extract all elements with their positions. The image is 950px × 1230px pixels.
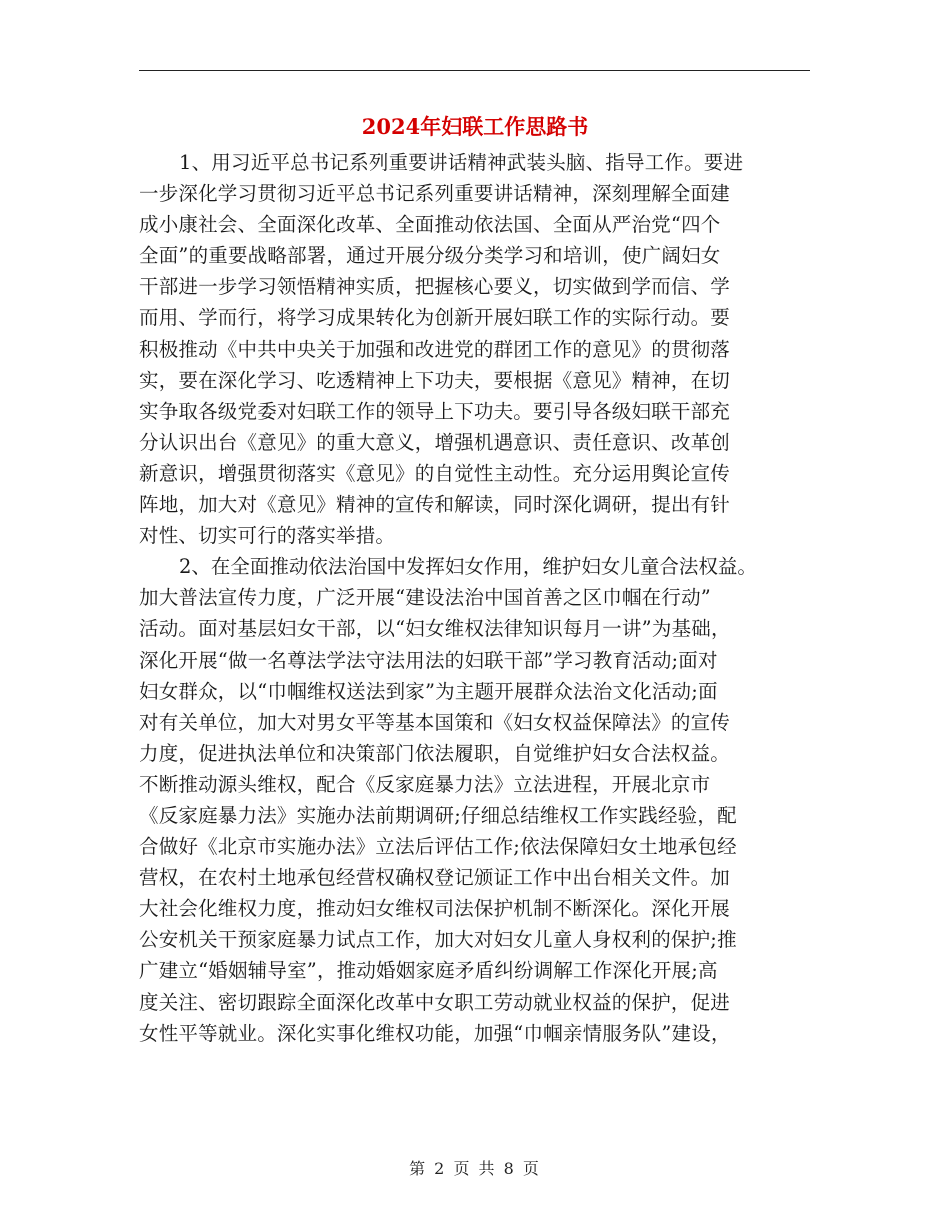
text-line: 不断推动源头维权，配合《反家庭暴力法》立法进程，开展北京市 (139, 772, 711, 796)
text-line: 2、在全面推动依法治国中发挥妇女作用，维护妇女儿童合法权益。 (179, 555, 757, 579)
text-line: 积极推动《中共中央关于加强和改进党的群团工作的意见》的贯彻落 (139, 337, 731, 361)
text-line: 《反家庭暴力法》实施办法前期调研;仔细总结维权工作实践经验，配 (139, 803, 737, 827)
text-line: 阵地，加大对《意见》精神的宣传和解读，同时深化调研，提出有针 (139, 493, 731, 517)
text-line: 女性平等就业。深化实事化维权功能，加强“巾帼亲情服务队”建设， (139, 1021, 731, 1045)
text-line: 营权，在农村土地承包经营权确权登记颁证工作中出台相关文件。加 (139, 866, 731, 890)
text-line: 广建立“婚姻辅导室”，推动婚姻家庭矛盾纠纷调解工作深化开展;高 (139, 959, 718, 983)
text-line: 干部进一步学习领悟精神实质，把握核心要义，切实做到学而信、学 (139, 275, 731, 299)
text-line: 活动。面对基层妇女干部，以“妇女维权法律知识每月一讲”为基础， (139, 617, 731, 641)
text-line: 公安机关干预家庭暴力试点工作，加大对妇女儿童人身权利的保护;推 (139, 928, 737, 952)
text-line: 对性、切实可行的落实举措。 (139, 524, 396, 548)
header-rule (139, 70, 810, 71)
text-line: 新意识，增强贯彻落实《意见》的自觉性主动性。充分运用舆论宣传 (139, 461, 731, 485)
paragraph-1 (139, 147, 811, 551)
text-line: 加大普法宣传力度，广泛开展“建设法治中国首善之区巾帼在行动” (139, 586, 711, 610)
text-line: 力度，促进执法单位和决策部门依法履职，自觉维护妇女合法权益。 (139, 741, 731, 765)
text-line: 实，要在深化学习、吃透精神上下功夫，要根据《意见》精神，在切 (139, 368, 731, 392)
text-line: 成小康社会、全面深化改革、全面推动依法国、全面从严治党“四个 (139, 213, 721, 237)
text-line: 深化开展“做一名尊法学法守法用法的妇联干部”学习教育活动;面对 (139, 648, 718, 672)
page-number: 第 2 页 共 8 页 (409, 1159, 541, 1178)
text-line: 分认识出台《意见》的重大意义，增强机遇意识、责任意识、改革创 (139, 430, 731, 454)
document-title: 2024年妇联工作思路书 (361, 114, 589, 139)
text-line: 合做好《北京市实施办法》立法后评估工作;依法保障妇女土地承包经 (139, 835, 737, 859)
text-line: 全面”的重要战略部署，通过开展分级分类学习和培训，使广阔妇女 (139, 244, 721, 268)
text-line: 对有关单位，加大对男女平等基本国策和《妇女权益保障法》的宣传 (139, 710, 731, 734)
text-line: 一步深化学习贯彻习近平总书记系列重要讲话精神，深刻理解全面建 (139, 182, 731, 206)
document-body (139, 147, 811, 1049)
text-line: 妇女群众，以“巾帼维权送法到家”为主题开展群众法治文化活动;面 (139, 679, 718, 703)
text-line: 度关注、密切跟踪全面深化改革中女职工劳动就业权益的保护，促进 (139, 990, 731, 1014)
text-line: 实争取各级党委对妇联工作的领导上下功夫。要引导各级妇联干部充 (139, 399, 731, 423)
paragraph-2 (139, 551, 811, 1049)
text-line: 1、用习近平总书记系列重要讲话精神武装头脑、指导工作。要进 (179, 151, 744, 174)
text-line: 而用、学而行，将学习成果转化为创新开展妇联工作的实际行动。要 (139, 306, 731, 330)
text-line: 大社会化维权力度，推动妇女维权司法保护机制不断深化。深化开展 (139, 897, 731, 921)
